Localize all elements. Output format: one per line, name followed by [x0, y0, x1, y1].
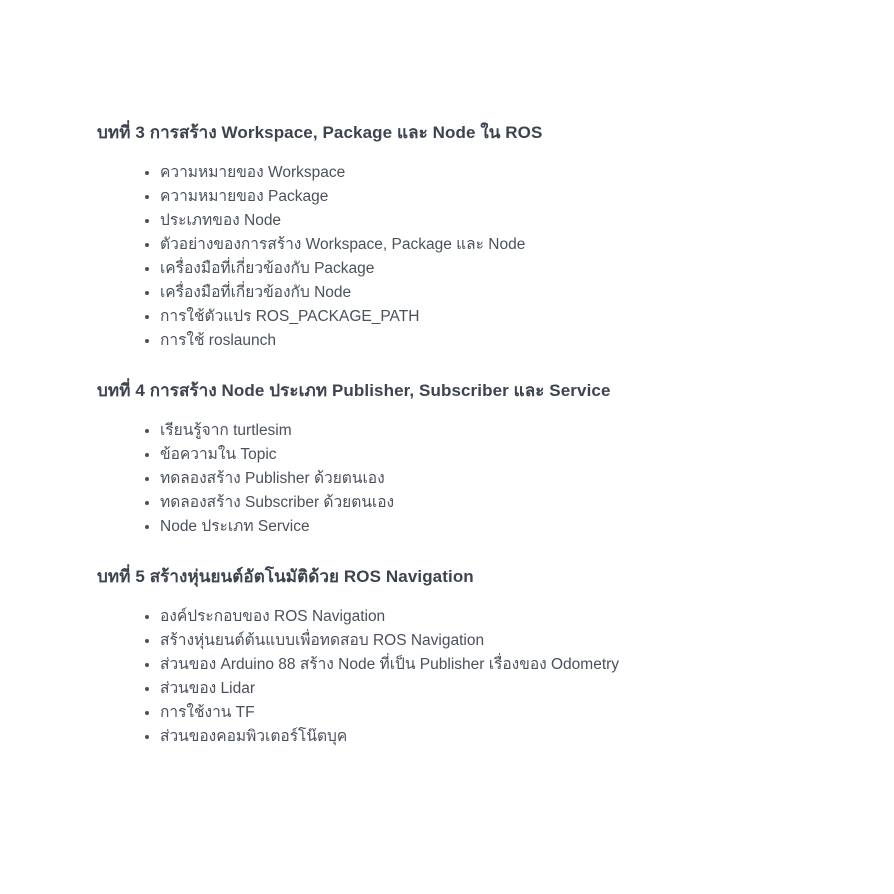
chapter-5-heading: บทที่ 5 สร้างหุ่นยนต์อัตโนมัติด้วย ROS Navigation [97, 567, 474, 586]
list-item: • ตัวอย่างของการสร้าง Workspace, Package และ Node [160, 233, 817, 257]
chapter-3-section [97, 121, 817, 353]
chapter-3-heading: บทที่ 3 การสร้าง Workspace, Package และ Node ใน ROS [97, 123, 543, 142]
list-item: • การใช้ roslaunch [160, 329, 817, 353]
chapter-5-section [97, 565, 817, 749]
chapter-3-topic-list [97, 161, 817, 353]
list-item: • ทดลองสร้าง Publisher ด้วยตนเอง [160, 467, 817, 491]
list-item: • ประเภทของ Node [160, 209, 817, 233]
list-item: • ความหมายของ Package [160, 185, 817, 209]
course-outline [97, 121, 817, 775]
chapter-5-topic-list [97, 605, 817, 749]
list-item: • เครื่องมือที่เกี่ยวข้องกับ Package [160, 257, 817, 281]
list-item: • ความหมายของ Workspace [160, 161, 817, 185]
chapter-4-heading: บทที่ 4 การสร้าง Node ประเภท Publisher, Subscriber และ Service [97, 381, 611, 400]
list-item: • เครื่องมือที่เกี่ยวข้องกับ Node [160, 281, 817, 305]
list-item: • Node ประเภท Service [160, 515, 817, 539]
list-item: • เรียนรู้จาก turtlesim [160, 419, 817, 443]
list-item: • การใช้งาน TF [160, 701, 817, 725]
list-item: • ส่วนของคอมพิวเตอร์โน๊ตบุค [160, 725, 817, 749]
list-item: • การใช้ตัวแปร ROS_PACKAGE_PATH [160, 305, 817, 329]
list-item: • ส่วนของ Lidar [160, 677, 817, 701]
chapter-4-topic-list [97, 419, 817, 539]
list-item: • ข้อความใน Topic [160, 443, 817, 467]
list-item: • ทดลองสร้าง Subscriber ด้วยตนเอง [160, 491, 817, 515]
list-item: • สร้างหุ่นยนต์ต้นแบบเพื่อทดสอบ ROS Navigation [160, 629, 817, 653]
list-item: • ส่วนของ Arduino 88 สร้าง Node ที่เป็น Publisher เรื่องของ Odometry [160, 653, 817, 677]
list-item: • องค์ประกอบของ ROS Navigation [160, 605, 817, 629]
chapter-4-section [97, 379, 817, 539]
